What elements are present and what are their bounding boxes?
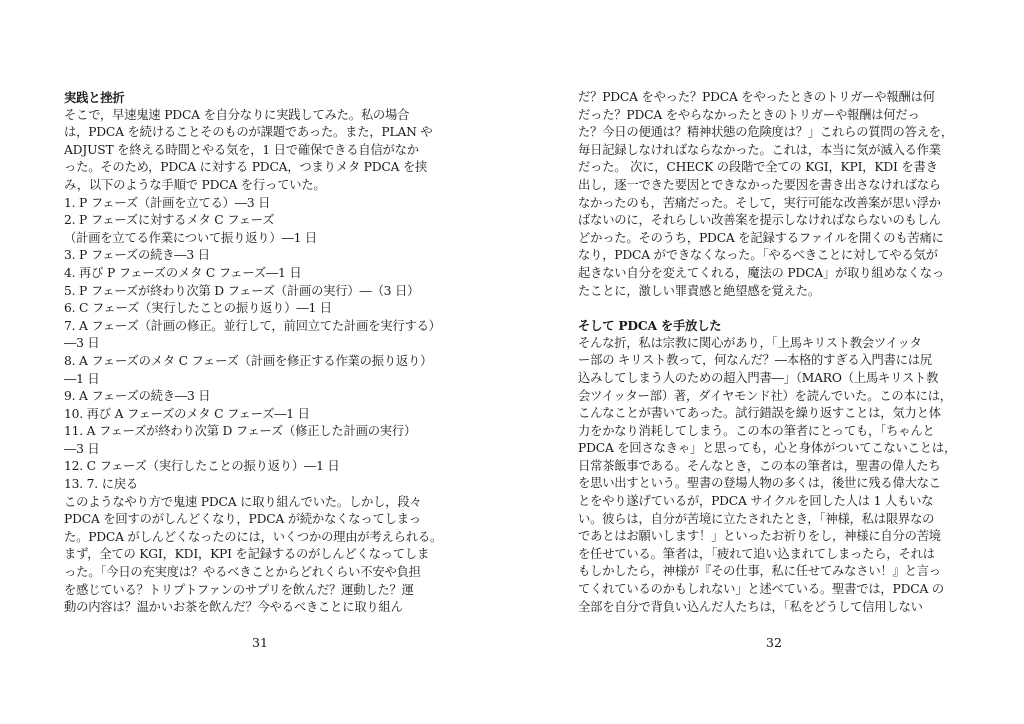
text-line: そこで，早速鬼速 PDCA を自分なりに実践してみた。私の場合 (64, 107, 410, 122)
text-line: 11. A フェーズが終わり次第 D フェーズ（修正した計画の実行） (64, 424, 417, 439)
left-page-body (64, 89, 456, 617)
text-line: 出し，逐一できた要因とできなかった要因を書き出さなければなら (578, 177, 941, 192)
text-line: を任せている。筆者は，「疲れて追い込まれてしまったら，それは (578, 546, 935, 561)
text-line: み，以下のような手順で PDCA を行っていた。 (64, 177, 326, 192)
text-line: った。そのため，PDCA に対する PDCA，つまりメタ PDCA を挟 (64, 160, 428, 175)
text-line: こんなことが書いてあった。試行錯誤を繰り返すことは，気力と体 (578, 406, 941, 421)
text-line: ―3 日 (64, 336, 100, 351)
text-line: 毎日記録しなければならなかった。これは，本当に気が滅入る作業 (578, 142, 941, 157)
text-line: を感じている？トリプトファンのサプリを飲んだ？運動した？運 (64, 582, 414, 597)
text-line: た。PDCA がしんどくなったのには，いくつかの理由が考えられる。 (64, 529, 443, 544)
right-paragraph-lines-bottom (578, 335, 970, 617)
text-line: （計画を立てる作業について振り返り）―1 日 (64, 230, 318, 245)
text-line: このようなやり方で鬼速 PDCA に取り組んでいた。しかし，段々 (64, 494, 422, 509)
text-line: もしかしたら，神様が『その仕事，私に任せてみなさい！』と言っ (578, 564, 941, 579)
text-line: ―3 日 (64, 441, 100, 456)
text-line: ー部の キリスト教って，何なんだ？―本格的すぎる入門書には尻 (578, 353, 933, 368)
text-line: だった。 次に，CHECK の段階で全ての KGI，KPI，KDI を書き (578, 160, 938, 175)
text-line: 6. C フェーズ（実行したことの振り返り）―1 日 (64, 301, 332, 316)
right-page-body (578, 89, 970, 616)
text-line: なり，PDCA ができなくなった。「やるべきことに対してやる気が (578, 248, 938, 263)
text-line: 13. 7. に戻る (64, 477, 138, 492)
text-line: ADJUST を終える時間とやる気を，1 日で確保できる自信がなか (64, 142, 419, 157)
left-paragraph-lines (64, 107, 456, 617)
text-line: だった？PDCA をやらなかったときのトリガーや報酬は何だっ (578, 107, 920, 122)
text-line: 会ツイッター部）著，ダイヤモンド社）を読んでいた。この本には， (578, 388, 952, 403)
text-line: い。彼らは，自分が苦境に立たされたとき，「神様，私は限界なの (578, 511, 935, 526)
text-line: PDCA を回さなきゃ」と思っても，心と身体がついてこないことは， (578, 441, 957, 456)
text-line: 8. A フェーズのメタ C フェーズ（計画を修正する作業の振り返り） (64, 353, 433, 368)
text-line: 10. 再び A フェーズのメタ C フェーズ―1 日 (64, 406, 310, 421)
text-line: ばないのに，それらしい改善案を提示しなければならないのもしん (578, 213, 941, 228)
text-line: 込みしてしまう人のための超入門書―」（MARO（上馬キリスト教 (578, 370, 939, 385)
text-line: 12. C フェーズ（実行したことの振り返り）―1 日 (64, 459, 340, 474)
section-heading: そして PDCA を手放した (578, 318, 722, 334)
text-line: 力をかなり消耗してしまう。この本の筆者にとっても，「ちゃんと (578, 423, 935, 438)
text-line: 起きない自分を変えてくれる，魔法の PDCA」が取り組めなくなっ (578, 265, 944, 280)
text-line: 9. A フェーズの続き―3 日 (64, 389, 211, 404)
text-line: は，PDCA を続けることそのものが課題であった。また，PLAN や (64, 125, 433, 140)
text-line: ―1 日 (64, 371, 100, 386)
text-line: まず，全ての KGI，KDI，KPI を記録するのがしんどくなってしま (64, 547, 430, 562)
right-paragraph-lines-top (578, 89, 970, 300)
text-line: った。「今日の充実度は？やるべきことからどれくらい不安や負担 (64, 565, 421, 580)
left-page (64, 0, 456, 724)
text-line: 5. P フェーズが終わり次第 D フェーズ（計画の実行）―（3 日） (64, 283, 420, 298)
text-line: 全部を自分で背負い込んだ人たちは，「私をどうして信用しない (578, 599, 923, 614)
text-line: とをやり遂げているが，PDCA サイクルを回した人は 1 人もいな (578, 494, 934, 509)
text-line: たことに，激しい罪責感と絶望感を覚えた。 (578, 283, 820, 298)
text-line: 日常茶飯事である。そんなとき，この本の筆者は，聖書の偉人たち (578, 458, 941, 473)
text-line: 4. 再び P フェーズのメタ C フェーズ―1 日 (64, 265, 302, 280)
text-line: 1. P フェーズ（計画を立てる）―3 日 (64, 195, 271, 210)
text-line: であとはお願いします！」といったお祈りをし，神様に自分の苦境 (578, 529, 941, 544)
page-number: 31 (252, 635, 268, 650)
text-line: どかった。そのうち，PDCA を記録するファイルを開くのも苦痛に (578, 230, 944, 245)
text-line: PDCA を回すのがしんどくなり，PDCA が続かなくなってしまっ (64, 512, 421, 527)
text-line: そんな折，私は宗教に関心があり，「上馬キリスト教会ツイッタ (578, 335, 922, 350)
text-line: を思い出すという。聖書の登場人物の多くは，後世に残る偉大なこ (578, 476, 941, 491)
right-page (578, 0, 970, 724)
text-line: た？今日の便通は？精神状態の危険度は？」これらの質問の答えを， (578, 125, 954, 140)
page-number: 32 (766, 635, 782, 650)
text-line: 3. P フェーズの続き―3 日 (64, 248, 210, 263)
text-line: だ？PDCA をやった？PDCA をやったときのトリガーや報酬は何 (578, 90, 935, 104)
text-line: 動の内容は？温かいお茶を飲んだ？今やるべきことに取り組ん (64, 600, 403, 615)
section-heading: 実践と挫折 (64, 90, 125, 105)
text-line: 2. P フェーズに対するメタ C フェーズ (64, 213, 275, 228)
text-line: てくれているのかもしれない」と述べている。聖書では，PDCA の (578, 582, 944, 597)
text-line: なかったのも，苦痛だった。そして，実行可能な改善案が思い浮か (578, 195, 941, 210)
text-line: 7. A フェーズ（計画の修正。並行して，前回立てた計画を実行する） (64, 318, 441, 333)
